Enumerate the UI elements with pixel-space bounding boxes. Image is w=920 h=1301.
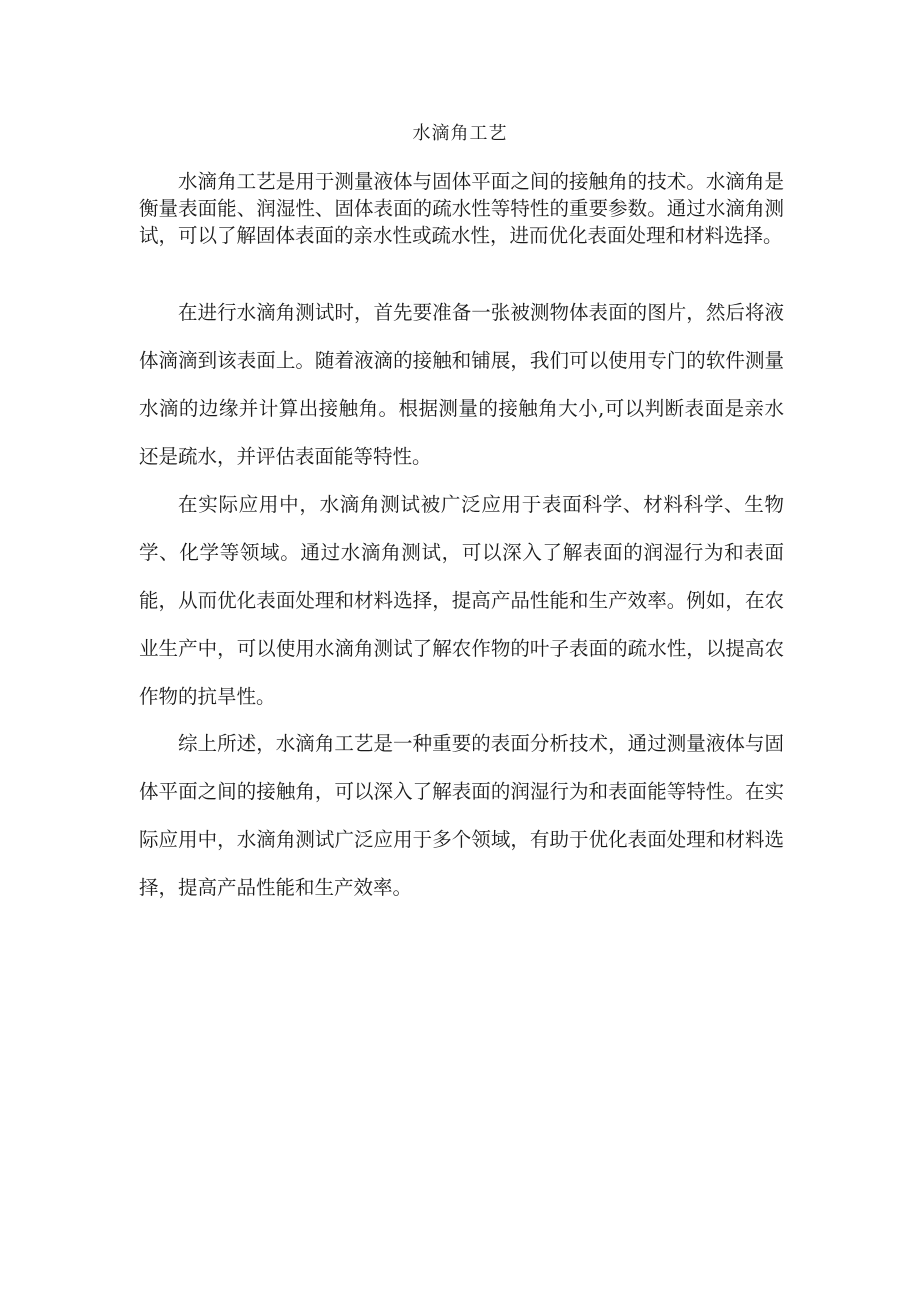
- paragraph-applications: 在实际应用中，水滴角测试被广泛应用于表面科学、材料科学、生物学、化学等领域。通过水滴角测试，可以深入了解表面的润湿行为和表面能，从而优化表面处理和材料选择，提高产品性能和生产效率。例如，在农业生产中，可以使用水滴角测试了解农作物的叶子表面的疏水性，以提高农作物的抗旱性。: [139, 493, 784, 708]
- paragraph-intro: 水滴角工艺是用于测量液体与固体平面之间的接触角的技术。水滴角是衡量表面能、润湿性、固体表面的疏水性等特性的重要参数。通过水滴角测试，可以了解固体表面的亲水性或疏水性，进而优化表面处理和材料选择。: [139, 170, 784, 247]
- document-title: 水滴角工艺: [412, 123, 508, 144]
- paragraph-summary: 综上所述，水滴角工艺是一种重要的表面分析技术，通过测量液体与固体平面之间的接触角，可以深入了解表面的润湿行为和表面能等特性。在实际应用中，水滴角测试广泛应用于多个领域，有助于优化表面处理和材料选择，提高产品性能和生产效率。: [139, 732, 784, 899]
- paragraph-test-procedure: 在进行水滴角测试时，首先要准备一张被测物体表面的图片，然后将液体滴滴到该表面上。随着液滴的接触和铺展，我们可以使用专门的软件测量水滴的边缘并计算出接触角。根据测量的接触角大小,可以判断表面是亲水还是疏水，并评估表面能等特性。: [139, 301, 784, 468]
